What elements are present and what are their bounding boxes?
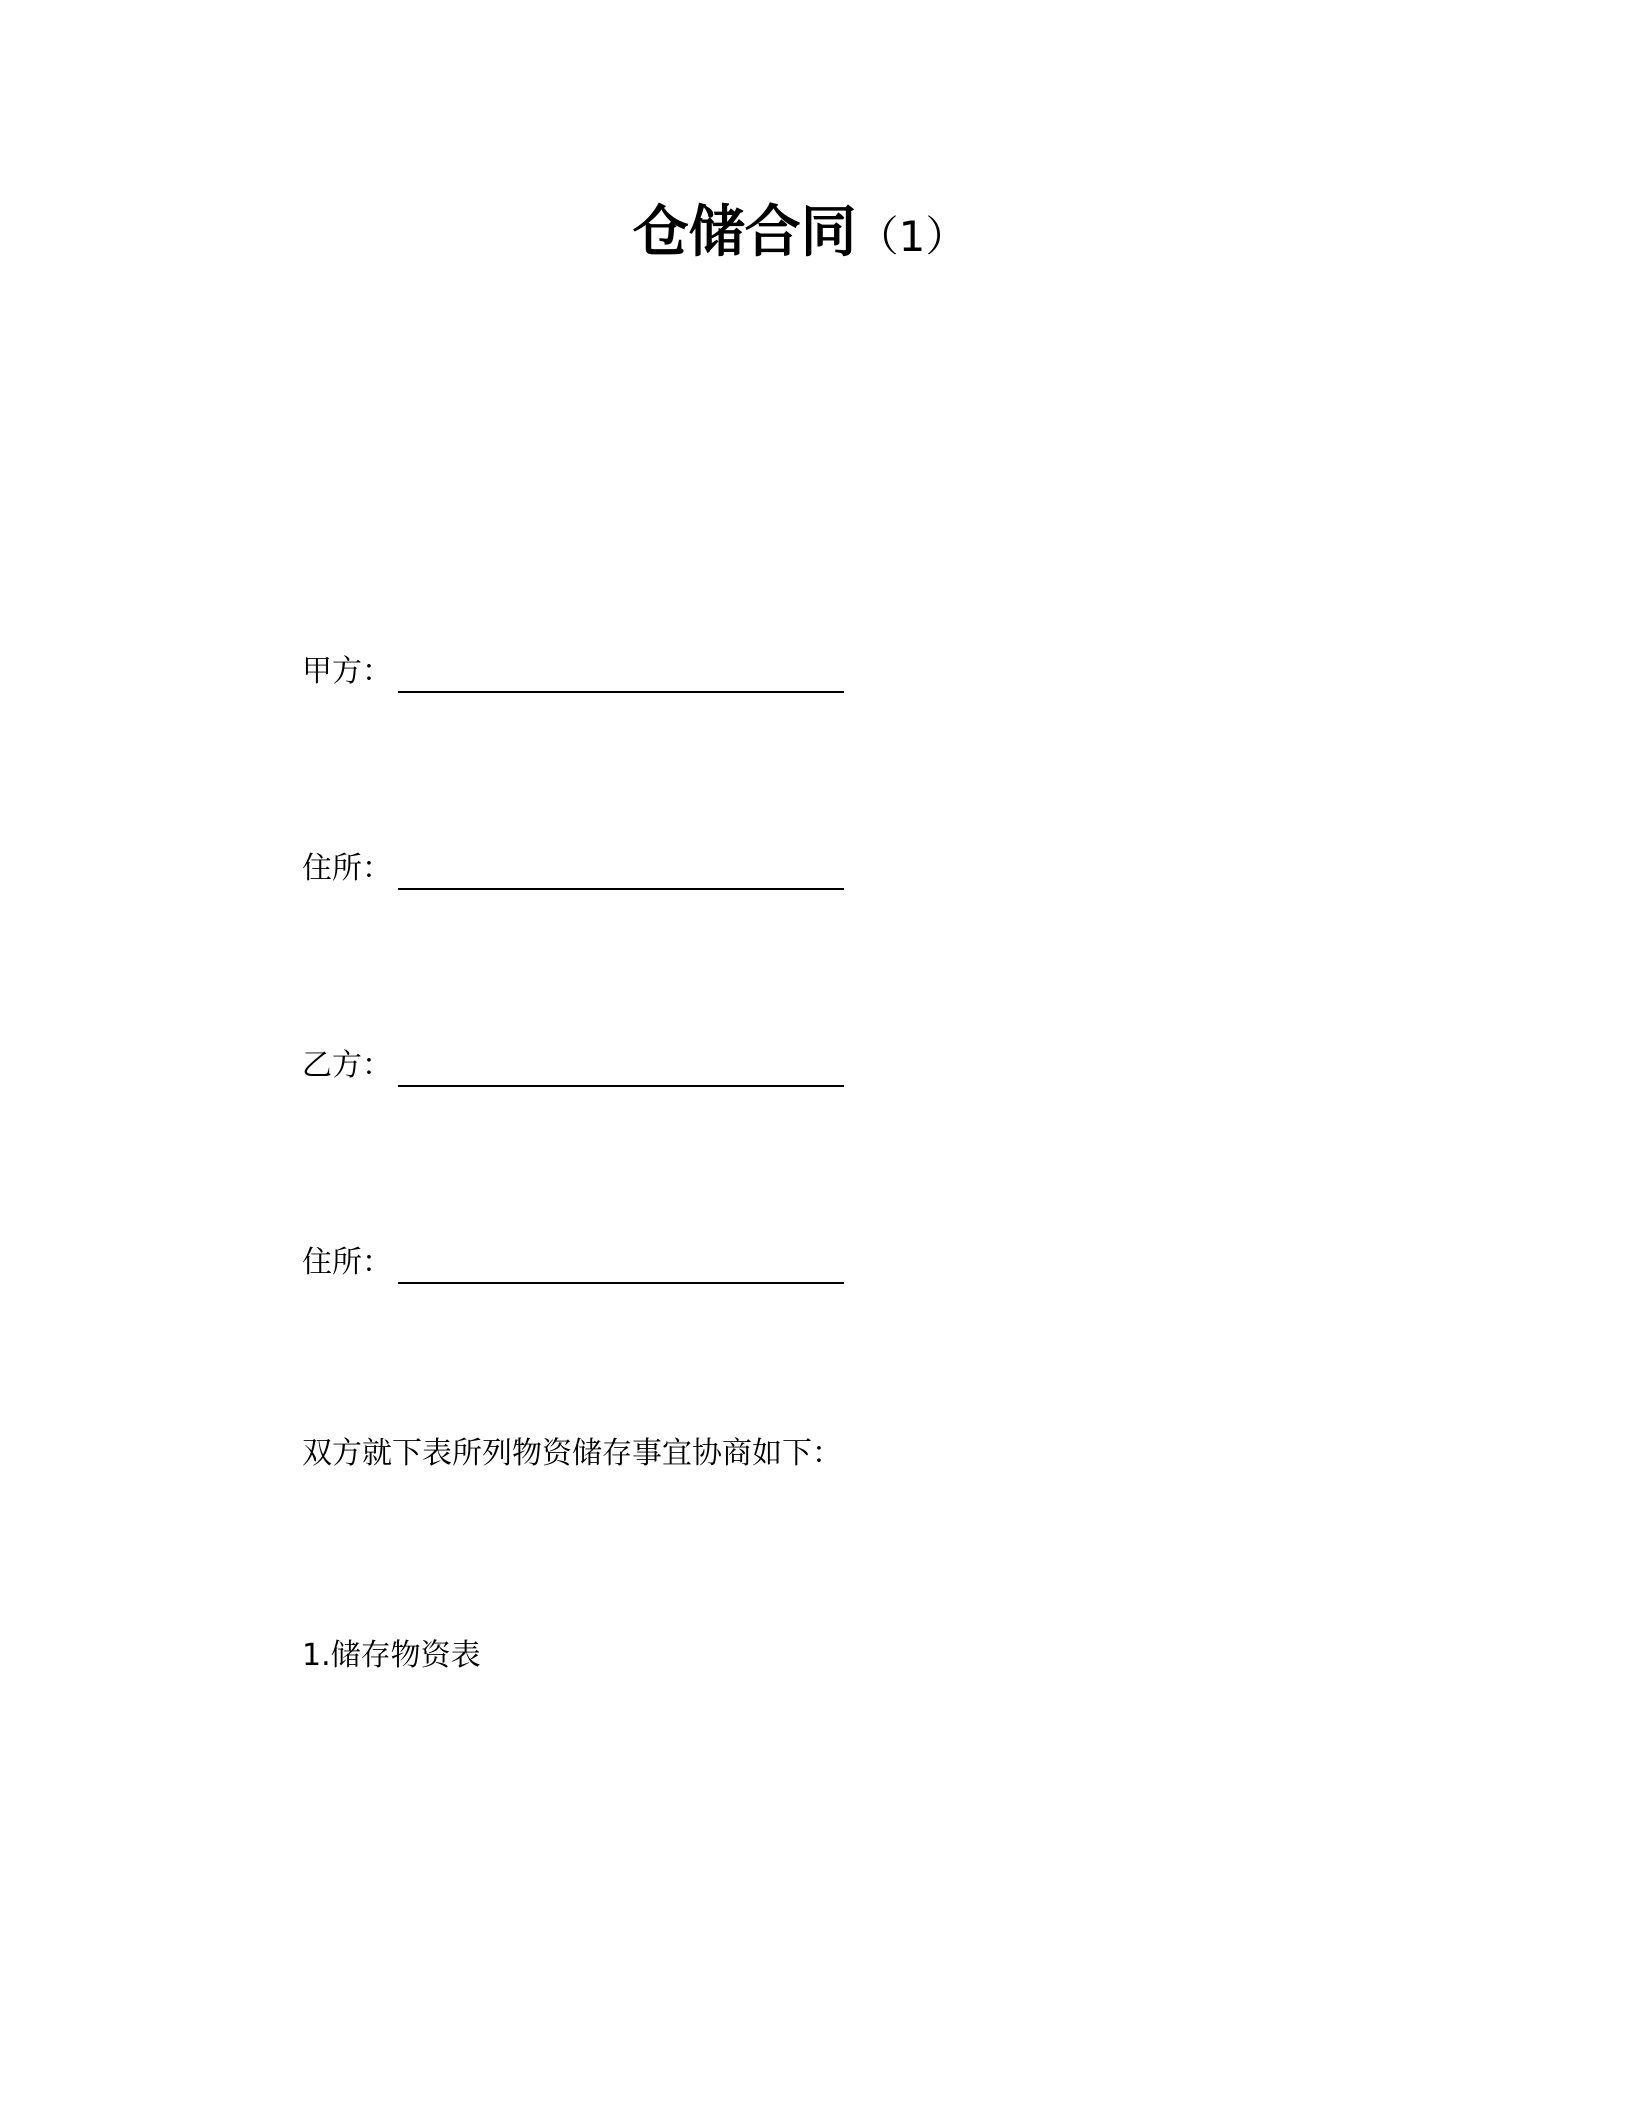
title-number: （1） [856, 212, 968, 261]
party-b-blank-line [398, 1085, 844, 1087]
party-a-address-blank-line [398, 888, 844, 890]
document-title [0, 198, 1600, 272]
intro-paragraph: 双方就下表所列物资储存事宜协商如下： [302, 1436, 842, 1471]
party-b-address-field [302, 1243, 862, 1293]
section-heading-storage-table: 1.储存物资表 [302, 1638, 481, 1673]
party-b-address-label: 住所： [302, 1245, 392, 1280]
party-a-blank-line [398, 691, 844, 693]
party-a-address-label: 住所： [302, 851, 392, 886]
party-b-address-blank-line [398, 1282, 844, 1284]
party-b-field [302, 1046, 862, 1096]
party-a-label: 甲方： [302, 654, 392, 689]
party-a-field [302, 652, 862, 702]
party-a-address-field [302, 849, 862, 899]
title-text: 仓储合同 [632, 200, 857, 265]
party-b-label: 乙方： [302, 1048, 392, 1083]
